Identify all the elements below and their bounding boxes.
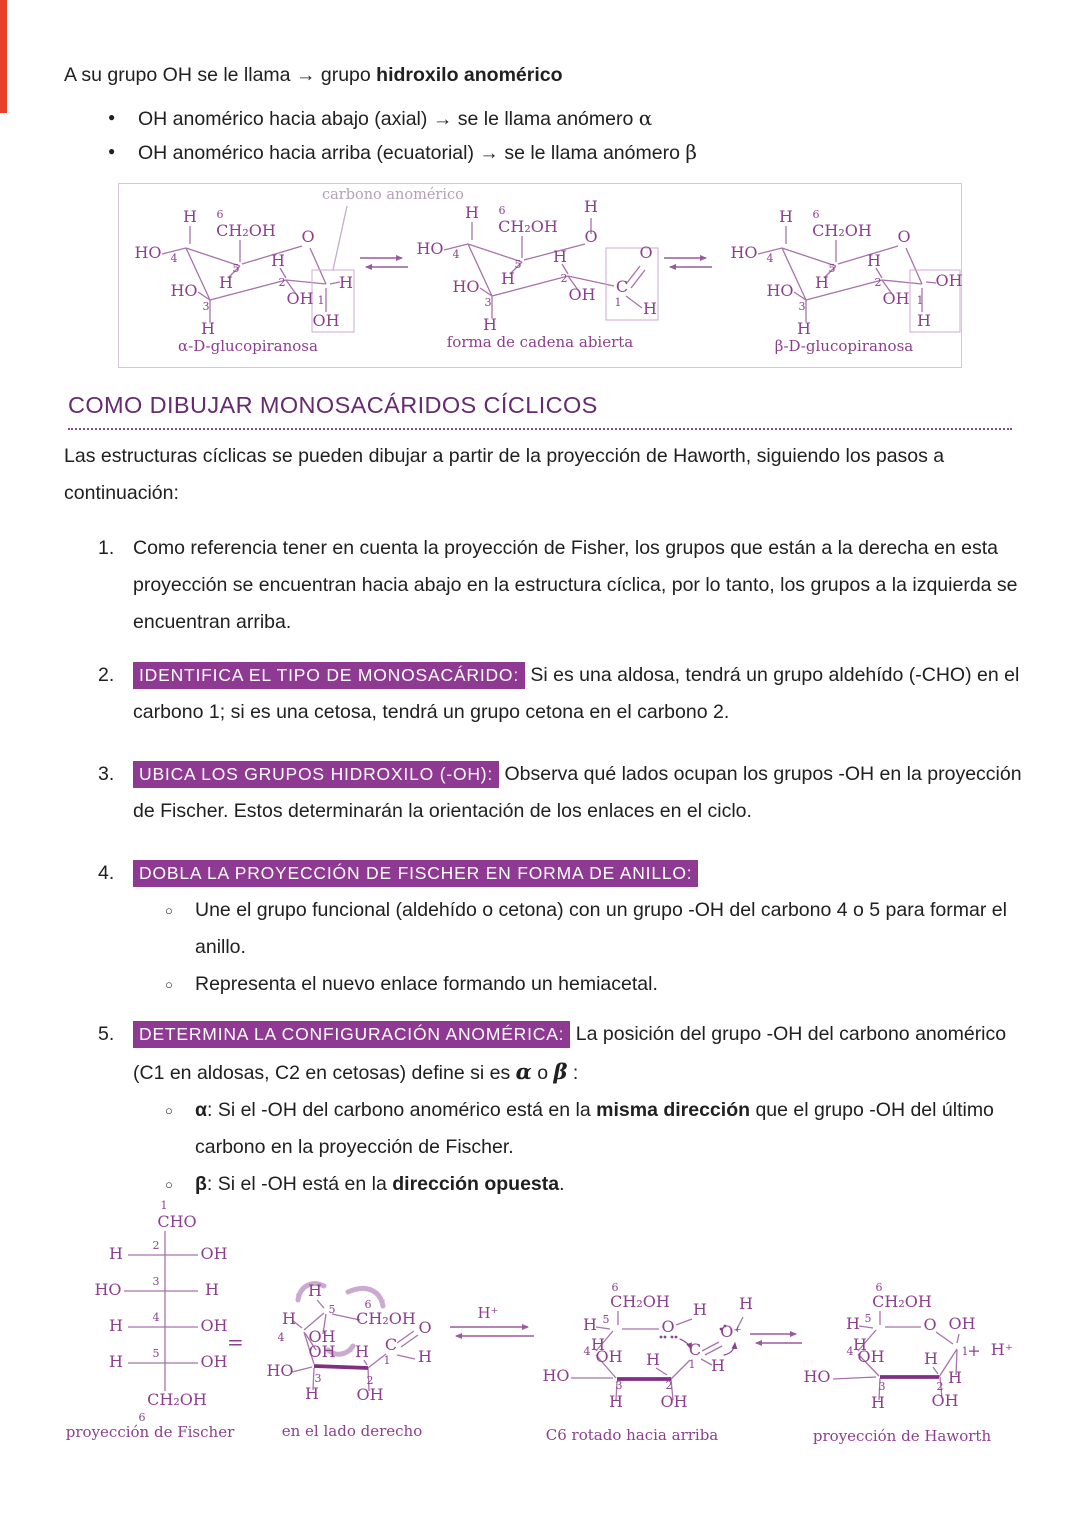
atom-label: OH: [948, 1314, 976, 1333]
atom-label: OH: [308, 1342, 336, 1361]
atom-label: HO: [266, 1361, 294, 1380]
atom-label: CH₂OH: [356, 1309, 416, 1328]
text-run: OH anomérico hacia abajo (axial): [138, 108, 433, 130]
atom-label: 3: [798, 300, 806, 313]
step-body: [133, 855, 1030, 1003]
atom-label: 6: [216, 208, 224, 221]
atom-label: O: [584, 227, 598, 246]
atom-label: en el lado derecho: [281, 1422, 423, 1440]
atom-label: 1: [916, 294, 924, 307]
atom-label: 2: [278, 276, 286, 289]
text-run: OH anomérico hacia arriba (ecuatorial): [138, 142, 480, 164]
atom-label: CH₂OH: [610, 1292, 670, 1311]
atom-label: H: [643, 299, 657, 318]
atom-label: H: [271, 251, 285, 270]
text-run: :: [567, 1062, 579, 1084]
step-number: 2.: [98, 664, 115, 686]
step-item-1: [98, 530, 1030, 641]
greek-letter: β: [685, 140, 697, 164]
atom-label: H: [109, 1352, 123, 1371]
atom-label: OH: [200, 1316, 228, 1335]
atom-label: CH₂OH: [812, 221, 872, 240]
bold-text: misma dirección: [596, 1099, 751, 1121]
atom-label: 1: [383, 1354, 391, 1367]
atom-label: H: [553, 247, 567, 266]
atom-label: 4: [452, 248, 460, 261]
bullet-text: [138, 106, 652, 131]
step-item-4: [98, 855, 1030, 1003]
step-item-2: [98, 657, 1030, 731]
atom-label: 1: [961, 1345, 969, 1358]
atom-label: OH: [200, 1244, 228, 1263]
atom-label: HO: [452, 277, 480, 296]
text-run: La posición del grupo -OH del carbono anomérico (C1 en aldosas, C2 en cetosas) define si es: [133, 1023, 1007, 1084]
atom-label: H: [183, 207, 197, 226]
text-run: se le llama anómero: [452, 108, 639, 130]
atom-label: OH: [660, 1392, 688, 1411]
step-body: [133, 530, 1030, 641]
atom-label: O: [418, 1318, 432, 1337]
atom-label: proyección de Fischer: [65, 1423, 235, 1441]
atom-label: H: [867, 251, 881, 270]
atom-label: 2: [152, 1239, 160, 1252]
text-run: : Si el -OH del carbono anomérico está en la: [207, 1099, 597, 1121]
atom-label: 5: [602, 1313, 610, 1326]
text-run: grupo: [315, 64, 377, 86]
atom-label: O: [639, 243, 653, 262]
sub-bullet-item: [165, 1166, 1030, 1203]
atom-label: H: [948, 1368, 962, 1387]
atom-label: H: [465, 203, 479, 222]
equilibrium-arrow: [662, 252, 714, 274]
atom-label: α-D-glucopiranosa: [178, 337, 318, 355]
text-run: Si es una aldosa, tendrá un grupo aldehído (-CHO) en el carbono 1; si es una cetosa, tendrá un grupo cetona en el carbono 2.: [133, 664, 1020, 723]
atom-label: 6: [498, 204, 506, 217]
section-heading: COMO DIBUJAR MONOSACÁRIDOS CÍCLICOS: [68, 392, 598, 418]
section-rule-divider: [68, 428, 1012, 430]
atom-label: O: [897, 227, 911, 246]
atom-label: 1: [160, 1199, 168, 1212]
open-chain-structure: [410, 192, 665, 357]
equals-sign: =: [227, 1330, 244, 1354]
step-text: [133, 657, 1030, 731]
text-run: .: [559, 1173, 565, 1195]
atom-label: H: [483, 315, 497, 334]
atom-label: 1: [614, 296, 622, 309]
step-highlight: DETERMINA LA CONFIGURACIÓN ANOMÉRICA:: [133, 1021, 570, 1048]
atom-label: H: [917, 311, 931, 330]
anomeric-pointer-line: [320, 202, 360, 274]
atom-label: C: [384, 1335, 398, 1354]
atom-label: 4: [277, 1331, 285, 1344]
atom-label: O⁺: [720, 1322, 742, 1341]
atom-label: 3: [615, 1379, 623, 1392]
circle-bullet-icon: ○: [165, 903, 173, 918]
atom-label: 6: [611, 1281, 619, 1294]
sub-bullet-text: [195, 892, 1030, 966]
atom-label: H: [305, 1384, 319, 1403]
atom-label: CH₂OH: [147, 1390, 207, 1409]
atom-label: H: [591, 1335, 605, 1354]
atom-label: HO: [94, 1280, 122, 1299]
atom-label: 5: [828, 262, 836, 275]
atom-label: 4: [766, 252, 774, 265]
atom-label: H: [924, 1349, 938, 1368]
atom-label: HO: [803, 1367, 831, 1386]
text-run: A su grupo OH se le llama: [64, 64, 296, 86]
atom-label: H: [779, 207, 793, 226]
step-text: [133, 756, 1030, 830]
atom-label: H: [711, 1356, 725, 1375]
circle-bullet-icon: ○: [165, 1103, 173, 1118]
atom-label: OH: [286, 289, 314, 308]
atom-label: OH: [200, 1352, 228, 1371]
atom-label: proyección de Haworth: [812, 1427, 992, 1445]
atom-label: HO: [542, 1366, 570, 1385]
atom-label: 6: [812, 208, 820, 221]
step-highlight: UBICA LOS GRUPOS HIDROXILO (-OH):: [133, 761, 499, 788]
atom-label: 1: [317, 294, 325, 307]
atom-label: H: [205, 1280, 219, 1299]
step-text: [133, 855, 1030, 892]
haworth-projection: [802, 1255, 1072, 1450]
atom-label: 3: [152, 1275, 160, 1288]
atom-label: H: [871, 1393, 885, 1412]
step-number: 4.: [98, 862, 115, 884]
red-margin-strip: [0, 0, 7, 113]
atom-label: O: [301, 227, 315, 246]
atom-label: H: [219, 273, 233, 292]
atom-label: H: [609, 1392, 623, 1411]
step-text: [133, 1016, 1030, 1092]
intro-line: [64, 64, 563, 87]
text-run: se le llama anómero: [498, 142, 686, 164]
beta-glucopyranose-structure: [724, 196, 962, 361]
atom-label: OH: [857, 1347, 885, 1366]
atom-label: H: [693, 1300, 707, 1319]
equilibrium-arrow: [358, 252, 410, 274]
step-item-3: [98, 756, 1030, 830]
atom-label: H: [815, 273, 829, 292]
atom-label: 4: [170, 252, 178, 265]
step-item-5: [98, 1016, 1030, 1203]
atom-label: O: [661, 1317, 675, 1336]
sub-bullet-item: [165, 1092, 1030, 1166]
atom-label: 5: [514, 258, 522, 271]
atom-label: CH₂OH: [498, 217, 558, 236]
atom-label: 6: [138, 1411, 146, 1424]
text-run: : Si el -OH está en la: [206, 1173, 393, 1195]
atom-label: 4: [583, 1345, 591, 1358]
atom-label: OH: [595, 1347, 623, 1366]
step-number: 1.: [98, 537, 115, 559]
step-highlight: IDENTIFICA EL TIPO DE MONOSACÁRIDO:: [133, 662, 525, 689]
atom-label: H: [584, 197, 598, 216]
section-paragraph: Las estructuras cíclicas se pueden dibujar a partir de la proyección de Haworth, siguiendo los pasos a continuación:: [64, 445, 945, 504]
sub-bullet-text: [195, 966, 658, 1003]
text-run: →: [479, 142, 499, 164]
atom-label: 6: [875, 1281, 883, 1294]
atom-label: 3: [484, 296, 492, 309]
atom-label: H: [308, 1281, 322, 1300]
atom-label: OH: [312, 311, 340, 330]
text-run: Une el grupo funcional (aldehído o cetona) con un grupo -OH del carbono 4 o 5 para formar el anillo.: [195, 899, 1007, 958]
bold-text: dirección opuesta: [392, 1173, 560, 1195]
atom-label: H: [739, 1294, 753, 1313]
text-run: Observa qué lados ocupan los grupos -OH en la proyección de Fischer. Estos determinarán la orientación de los enlaces en el ciclo.: [133, 763, 1022, 822]
atom-label: 3: [878, 1380, 886, 1393]
text-run: →: [432, 108, 453, 130]
circle-bullet-icon: ○: [165, 1177, 173, 1192]
bullet-item: [108, 106, 652, 131]
atom-label: HO: [134, 243, 162, 262]
atom-label: 2: [665, 1379, 673, 1392]
atom-label: 3: [314, 1372, 322, 1385]
atom-label: 5: [152, 1347, 160, 1360]
bold-text: α: [195, 1099, 207, 1121]
atom-label: β-D-glucopiranosa: [774, 337, 914, 355]
bullet-item: [108, 140, 697, 165]
atom-label: OH: [935, 271, 963, 290]
atom-label: H: [846, 1314, 860, 1333]
c6-rotated-structure: [540, 1255, 800, 1450]
atom-label: HO: [730, 243, 758, 262]
atom-label: 2: [560, 272, 568, 285]
bullet-dot-icon: ●: [108, 144, 116, 158]
text-run: Representa el nuevo enlace formando un hemiacetal.: [195, 973, 658, 995]
atom-label: CH₂OH: [216, 221, 276, 240]
atom-label: OH: [308, 1327, 336, 1346]
atom-label: H: [583, 1315, 597, 1334]
atom-label: 4: [846, 1345, 854, 1358]
step-text: [133, 530, 1030, 641]
bullet-dot-icon: ●: [108, 110, 116, 124]
atom-label: forma de cadena abierta: [446, 333, 634, 351]
atom-label: OH: [356, 1385, 384, 1404]
atom-label: H⁺: [990, 1340, 1014, 1359]
atom-label: 6: [364, 1298, 372, 1311]
text-run: o: [531, 1062, 554, 1084]
greek-letter: β: [553, 1059, 568, 1084]
h-plus-label: H⁺: [477, 1304, 499, 1322]
atom-label: H: [201, 319, 215, 338]
atom-label: H: [418, 1347, 432, 1366]
atom-label: 1: [688, 1358, 696, 1371]
atom-label: H: [853, 1335, 867, 1354]
atom-label: H: [501, 269, 515, 288]
atom-label: H: [109, 1316, 123, 1335]
anomeric-carbon-label: carbono anomérico: [322, 187, 464, 203]
atom-label: 5: [328, 1303, 336, 1316]
sub-bullet-text: [195, 1092, 1030, 1166]
step-highlight: DOBLA LA PROYECCIÓN DE FISCHER EN FORMA DE ANILLO:: [133, 860, 698, 887]
folded-ring-structure: [262, 1258, 497, 1453]
atom-label: C6 rotado hacia arriba: [545, 1426, 719, 1444]
atom-label: H: [797, 319, 811, 338]
atom-label: C: [615, 277, 629, 296]
bold-text: hidroxilo anomérico: [376, 64, 563, 86]
atom-label: HO: [170, 281, 198, 300]
text-run: →: [295, 64, 316, 86]
atom-label: H: [646, 1350, 660, 1369]
atom-label: 3: [202, 300, 210, 313]
atom-label: C: [688, 1340, 702, 1359]
text-run: que el grupo -OH del último carbono en la proyección de Fischer.: [195, 1099, 994, 1158]
atom-label: H: [355, 1342, 369, 1361]
step-number: 3.: [98, 763, 115, 785]
atom-label: HO: [766, 281, 794, 300]
bullet-text: [138, 140, 697, 165]
fischer-projection: [65, 1195, 250, 1445]
sub-bullet-item: [165, 966, 1030, 1003]
atom-label: +: [967, 1341, 981, 1360]
sub-bullet-item: [165, 892, 1030, 966]
atom-label: 2: [874, 276, 882, 289]
atom-label: 5: [232, 262, 240, 275]
atom-label: 2: [366, 1374, 374, 1387]
equilibrium-arrow: [748, 1328, 804, 1350]
sub-bullet-text: [195, 1166, 565, 1203]
step-body: [133, 756, 1030, 830]
equilibrium-arrow-hplus: [448, 1305, 536, 1345]
text-run: Como referencia tener en cuenta la proyección de Fisher, los grupos que están a la derecha en esta proyección se encuentran hacia abajo en la estructura cíclica, por lo tanto, los grupos a la izquierda se encuentran arriba.: [133, 537, 1018, 633]
atom-label: CHO: [157, 1212, 197, 1231]
atom-label: OH: [931, 1391, 959, 1410]
step-number: 5.: [98, 1023, 115, 1045]
atom-label: CH₂OH: [872, 1292, 932, 1311]
atom-label: HO: [416, 239, 444, 258]
atom-label: H: [282, 1309, 296, 1328]
atom-label: 5: [864, 1312, 872, 1325]
step-body: [133, 657, 1030, 731]
greek-letter: α: [638, 106, 653, 130]
atom-label: 4: [152, 1311, 160, 1324]
atom-label: OH: [568, 285, 596, 304]
atom-label: H: [339, 273, 353, 292]
atom-label: O: [923, 1315, 937, 1334]
bold-text: β: [195, 1173, 207, 1195]
greek-letter: α: [515, 1059, 532, 1084]
step-body: [133, 1016, 1030, 1203]
circle-bullet-icon: ○: [165, 977, 173, 992]
atom-label: H: [109, 1244, 123, 1263]
atom-label: OH: [882, 289, 910, 308]
atom-label: 2: [936, 1380, 944, 1393]
